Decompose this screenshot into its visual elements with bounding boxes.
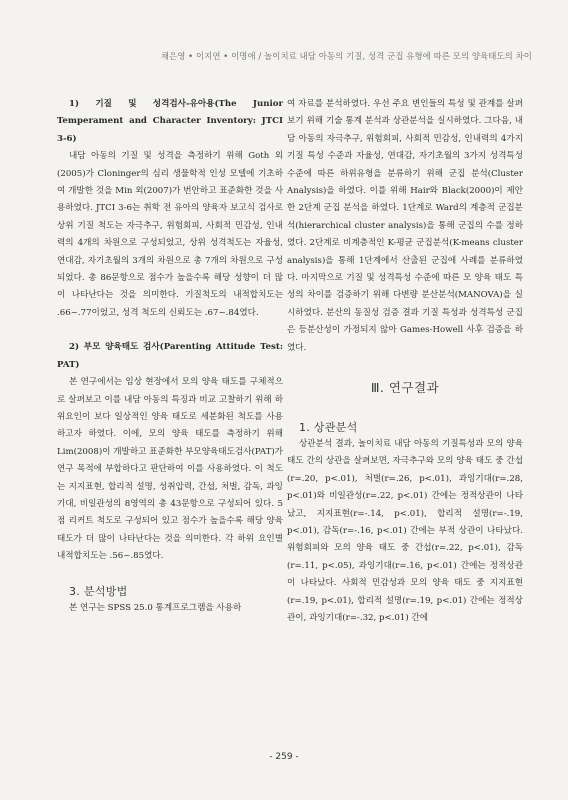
right-column: [287, 96, 523, 627]
paragraph-analysis-cont: 여 자료를 분석하였다. 우선 주요 변인들의 특성 및 관계를 살펴보기 위해 기술 통계 분석과 상관분석을 실시하였다. 그다음, 내담 아동의 자극추구, 위험회피, 사회적 민감성, 인내력의 4가지 기질 특성 수준과 자율성, 연대감, 자기초월의 3가지 성격특성 수준에 따른 하위유형을 분류하기 위해 군집 분석(Cluster Analysis)을 하였다. 이를 위해 Hair와 Black(2000)이 제안한 2단계 군집 분석을 하였다. 1단계로 Ward의 계층적 군집분석(hierarchical cluster analysis)을 통해 군집의 수를 정하였다. 2단계로 비계층적인 K-평균 군집분석(K-means cluster analysis)을 통해 1단계에서 산출된 군집에 사례를 분류하였다. 마지막으로 기질 및 성격특성 수준에 따른 모 양육 태도 특성의 차이를 검증하기 위해 다변량 분산분석(MANOVA)을 실시하였다. 분산의 동질성 검증 결과 기질 특성과 성격특성 군집은 등분산성이 가정되지 않아 Games-Howell 사후 검증을 하였다.: [287, 99, 523, 353]
page-number: - 259 -: [269, 752, 299, 762]
running-header: 채은영 • 이지연 • 이명애 / 놀이치료 내담 아동의 기질, 성격 군집 유형에 따른 모의 양육태도의 차이: [160, 51, 532, 61]
paragraph-pat: 본 연구에서는 임상 현장에서 모의 양육 태도를 구체적으로 살펴보고 이를 내담 아동의 특징과 비교 고찰하기 위해 하위요인이 보다 일상적인 양육 태도로 세분화된 척도를 사용하고자 하였다. 이에, 모의 양육 태도를 측정하기 위해 Lim(2008)이 개발하고 표준화한 부모양육태도검사(PAT)가 연구 목적에 부합하다고 판단하여 이를 사용하였다. 이 척도는 지지표현, 합리적 설명, 성취압력, 간섭, 처벌, 감독, 과잉기대, 비일관성의 8영역의 총 43문항으로 구성되어 있다. 5점 리커트 척도로 구성되어 있고 점수가 높을수록 해당 양육 태도가 더 많이 나타난다는 것을 의미한다. 각 하위 요인별 내적합치도는 .56~.85였다.: [57, 377, 283, 562]
subsection-heading-jtci: 1) 기질 및 성격검사-유아용(The Junior Temperament and Character Inventory: JTCI 3-6): [57, 99, 283, 144]
section-heading-analysis-method: 3. 분석방법: [69, 584, 128, 598]
paragraph-analysis-start: 본 연구는 SPSS 25.0 통계프로그램을 사용하: [69, 602, 242, 613]
section-heading-correlation: 1. 상관분석: [299, 420, 358, 434]
paragraph-correlation: 상관분석 결과, 놀이치료 내담 아동의 기질특성과 모의 양육 태도 간의 상관을 살펴보면, 자극추구와 모의 양육 태도 중 간섭(r=.20, p<.01), 처벌(r=.26, p<.01), 과잉기대(r=.28, p<.01)와 비일관성(r=.22, p<.01) 간에는 정적상관이 나타났고, 지지표현(r=-.14, p<.01), 합리적 설명(r=-.19, p<.01), 감독(r=-.16, p<.01) 간에는 부적 상관이 나타났다. 위험회피와 모의 양육 태도 중 간섭(r=.22, p<.01), 감독(r=.11, p<.05), 과잉기대(r=.16, p<.01) 간에는 정적상관이 나타났다. 사회적 민감성과 모의 양육 태도 중 지지표현(r=.19, p<.01), 합리적 설명(r=.19, p<.01) 간에는 정적상관이, 과잉기대(r=-.32, p<.01) 간에: [287, 438, 523, 623]
paragraph-jtci: 내담 아동의 기질 및 성격을 측정하기 위해 Goth 외(2005)가 Cloninger의 심리 생물학적 인성 모델에 기초하여 개발한 것을 Min 외(2007)가 번안하고 표준화한 것을 사용하였다. JTCI 3-6는 취학 전 유아의 양육자 보고식 검사로 상위 기질 척도는 자극추구, 위험회피, 사회적 민감성, 인내력의 4개의 차원으로 구성되었고, 상위 성격척도는 자율성, 연대감, 자기초월의 3개의 차원으로 총 7개의 차원으로 구성되었다. 총 86문항으로 점수가 높을수록 해당 성향이 더 많이 나타난다는 것을 의미한다. 기질척도의 내적합치도는 .66~.77이었고, 성격 척도의 신뢰도는 .67~.84였다.: [57, 151, 283, 318]
left-column: [57, 96, 283, 617]
subsection-heading-pat: 2) 부모 양육태도 검사(Parenting Attitude Test: PAT): [57, 342, 283, 370]
chapter-heading-results: Ⅲ. 연구결과: [370, 380, 440, 396]
